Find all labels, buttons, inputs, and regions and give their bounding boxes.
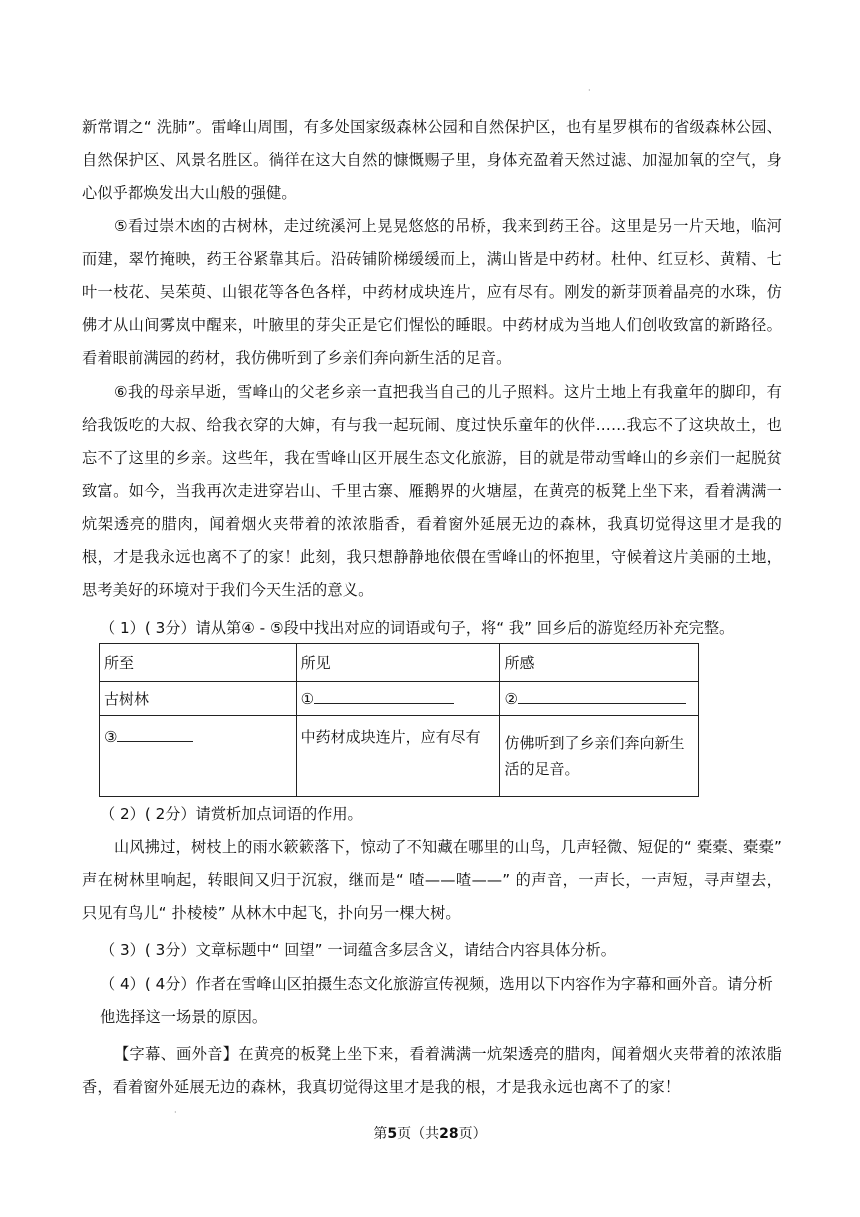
table-row bbox=[100, 682, 699, 716]
answer-blank[interactable] bbox=[314, 689, 454, 704]
paragraph-continued: 新常谓之“ 洗肺”。雷峰山周围，有多处国家级森林公园和自然保护区，也有星罗棋布的省级森林公园、自然保护区、风景名胜区。徜徉在这大自然的慷慨赐子里，身体充盈着天然过滤、加湿加氧的空气，身心似乎都焕发出大山般的强健。 bbox=[82, 118, 782, 202]
table-header-cell: 所见 bbox=[296, 644, 500, 682]
answer-blank[interactable] bbox=[117, 727, 193, 742]
answer-table bbox=[99, 643, 699, 797]
question-3: （ 3）( 3分）文章标题中“ 回望” 一词蕴含多层含义，请结合内容具体分析。 bbox=[100, 941, 616, 959]
stray-mark: · bbox=[174, 1108, 177, 1117]
question-2-excerpt: 山风拂过，树枝上的雨水簌簌落下，惊动了不知藏在哪里的山鸟，几声轻微、短促的“ 橐橐、橐橐” 声在树林里响起，转眼间又归于沉寂，继而是“ 喳——喳——” 的声音，一声长，一声短，寻声望去，只见有鸟儿“ 扑棱棱” 从林木中起飞，扑向另一棵大树。 bbox=[82, 838, 782, 922]
table-row bbox=[100, 716, 699, 797]
table-cell-blank bbox=[296, 682, 500, 716]
footer-total-pages: 28 bbox=[439, 1126, 459, 1142]
page-footer bbox=[0, 1123, 860, 1143]
table-cell: 仿佛听到了乡亲们奔向新生活的足音。 bbox=[500, 716, 699, 797]
table-cell-blank bbox=[100, 716, 297, 797]
question-1: （ 1）( 3分）请从第④ - ⑤段中找出对应的词语或句子，将“ 我” 回乡后的游览经历补充完整。 bbox=[100, 619, 735, 637]
question-4: （ 4）( 4分）作者在雪峰山区拍摄生态文化旅游宣传视频，选用以下内容作为字幕和画外音。请分析他选择这一场景的原因。 bbox=[100, 975, 773, 1026]
stray-mark: · bbox=[588, 86, 591, 95]
table-cell: 古树林 bbox=[100, 682, 297, 716]
footer-middle: 页（共 bbox=[397, 1126, 440, 1142]
blank-number: ① bbox=[300, 689, 315, 708]
blank-number: ② bbox=[504, 689, 518, 708]
footer-page-number: 5 bbox=[387, 1126, 398, 1142]
footer-prefix: 第 bbox=[373, 1126, 388, 1142]
blank-number: ③ bbox=[104, 728, 118, 746]
footer-suffix: 页） bbox=[458, 1126, 487, 1142]
answer-blank[interactable] bbox=[518, 689, 686, 704]
question-4-excerpt: 【字幕、画外音】在黄亮的板凳上坐下来，看着满满一炕架透亮的腊肉，闻着烟火夹带着的浓浓脂香，看着窗外延展无边的森林，我真切觉得这里才是我的根，才是我永远也离不了的家！ bbox=[82, 1045, 782, 1096]
table-header-cell: 所至 bbox=[100, 644, 297, 682]
table-cell: 中药材成块连片，应有尽有 bbox=[296, 716, 500, 797]
table-header-row bbox=[100, 644, 699, 682]
paragraph-6: ⑥我的母亲早逝，雪峰山的父老乡亲一直把我当自己的儿子照料。这片土地上有我童年的脚印，有给我饭吃的大叔、给我衣穿的大婶，有与我一起玩闹、度过快乐童年的伙伴……我忘不了这块故土，也忘不了这里的乡亲。这些年，我在雪峰山区开展生态文化旅游，目的就是带动雪峰山的乡亲们一起脱贫致富。如今，当我再次走进穿岩山、千里古寨、雁鹅界的火塘屋，在黄亮的板凳上坐下来，看着满满一炕架透亮的腊肉，闻着烟火夹带着的浓浓脂香，看着窗外延展无边的森林，我真切觉得这里才是我的根，才是我永远也离不了的家！此刻，我只想静静地依偎在雪峰山的怀抱里，守候着这片美丽的土地，思考美好的环境对于我们今天生活的意义。 bbox=[82, 383, 782, 599]
table-header-cell: 所感 bbox=[500, 644, 699, 682]
question-2: （ 2）( 2分）请赏析加点词语的作用。 bbox=[100, 805, 363, 823]
paragraph-5: ⑤看过崇木凼的古树林，走过统溪河上晃晃悠悠的吊桥，我来到药王谷。这里是另一片天地，临河而建，翠竹掩映，药王谷紧靠其后。沿砖铺阶梯缓缓而上，满山皆是中药材。杜仲、红豆杉、黄精、七叶一枝花、吴茱萸、山银花等各色各样，中药材成块连片，应有尽有。刚发的新芽顶着晶亮的水珠，仿佛才从山间雾岚中醒来，叶腋里的芽尖正是它们惺忪的睡眼。中药材成为当地人们创收致富的新路径。看着眼前满园的药材，我仿佛听到了乡亲们奔向新生活的足音。 bbox=[82, 217, 782, 367]
table-cell-blank bbox=[500, 682, 699, 716]
